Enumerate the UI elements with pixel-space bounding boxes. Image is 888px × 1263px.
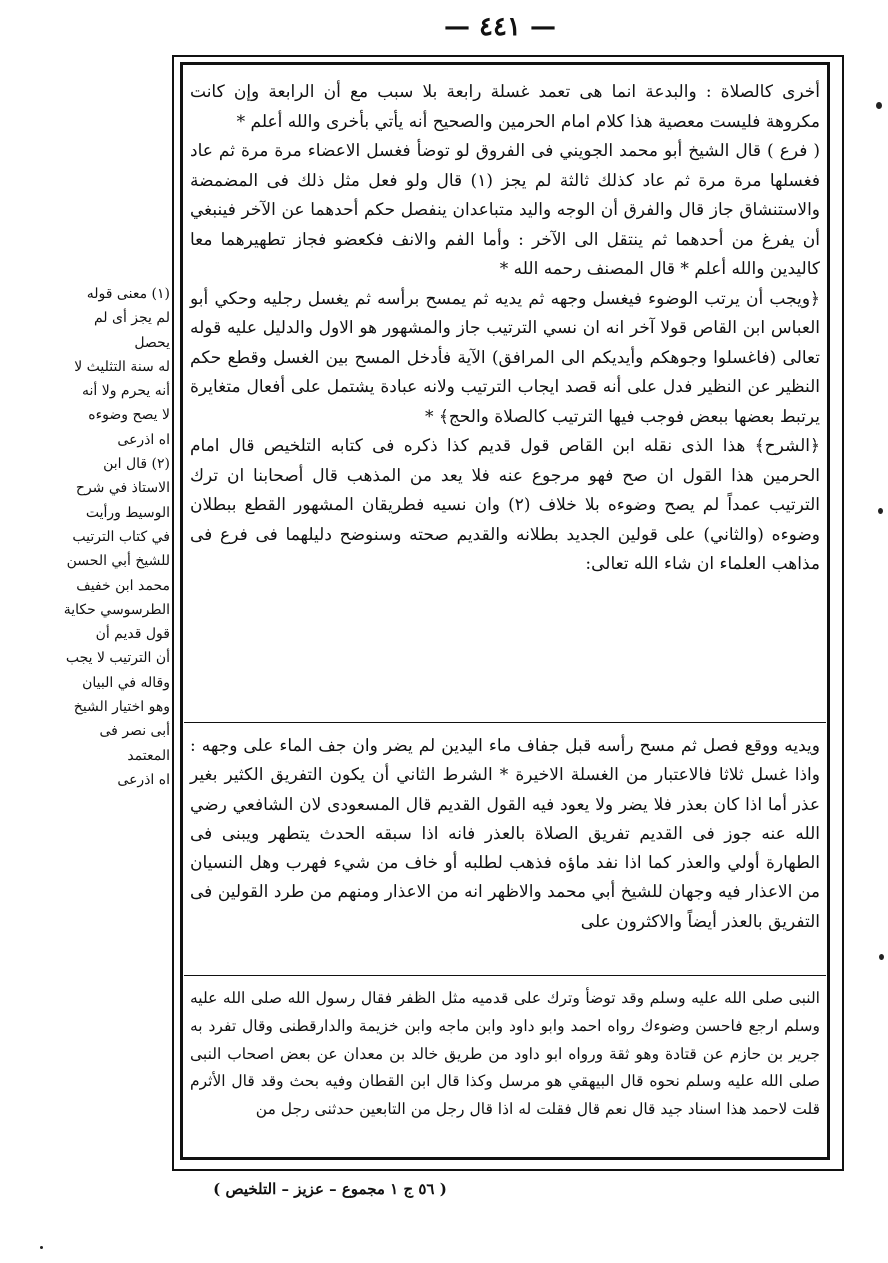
margin-note-line: للشيخ أبي الحسن <box>66 553 170 570</box>
margin-note-line: أن الترتيب لا يجب <box>65 650 170 667</box>
margin-note-line: قول قديم أن <box>95 626 170 643</box>
main-paragraph: أخرى كالصلاة : والبدعة انما هى تعمد غسلة رابعة بلا سبب مع أن الرابعة وإن كانت مكروهة فليست معصية هذا كلام امام الحرمين والصحيح أنه يأتي بأخرى والله أعلم * <box>190 82 820 132</box>
main-paragraph: ( فرع ) قال الشيخ أبو محمد الجويني فى الفروق لو توضأ فغسل الاعضاء مرة مرة ثم عاد فغسلها مرة مرة ثم عاد كذلك ثالثة لم يجز (١) قال ولو فعل مثل ذلك فى المضمضة والاستنشاق جاز قال والفرق أن الوجه واليد متباعدان ينفصل حكم أحدهما عن الآخر فينبغي أن يفرغ من أحدهما ثم ينتقل الى الآخر : وأما الفم والانف فكعضو فجاز تطهيرهما معا كاليدين والله أعلم * قال المصنف رحمه الله * <box>190 141 820 279</box>
margin-note-line: محمد ابن خفيف <box>76 577 170 594</box>
margin-note-line: لا يصح وضوءه <box>88 407 170 424</box>
section-divider <box>184 722 826 723</box>
margin-note-line: أنه يحرم ولا أنه <box>81 383 170 400</box>
main-text-block <box>190 78 820 580</box>
main-paragraph: ﴿ويجب أن يرتب الوضوء فيغسل وجهه ثم يديه ثم يمسح برأسه ثم يغسل رجليه وحكي أبو العباس ابن القاص قولا آخر انه ان نسي الترتيب جاز والمشهور هو الاول والدليل عليه قوله تعالى (فاغسلوا وجوهكم وأيديكم الى المرافق) الآية فأدخل المسح بين الغسل وقطع حكم النظير عن النظير فدل على أنه قصد ايجاب الترتيب ولانه عبادة يشتمل على أفعال متغايرة يرتبط بعضها ببعض فوجب فيها الترتيب كالصلاة والحج﴾ * <box>190 288 820 427</box>
bottom-paragraph: النبى صلى الله عليه وسلم وقد توضأ وترك على قدميه مثل الظفر فقال رسول الله صلى الله عليه وسلم ارجع فاحسن وضوءك رواه احمد وابو داود وابن ماجه وابن خزيمة والدارقطنى وقال تفرد به جرير بن حازم عن قتادة وهو ثقة ورواه ابو داود من طريق خالد بن معدان عن بعض اصحاب النبى صلى الله عليه وسلم نحوه قال البيهقي هو مرسل وكذا قال ابن القطان وفيه بحث وقد قال الأثرم قلت لاحمد هذا اسناد جيد قال نعم قال فقلت له اذا قال رجل من التابعين حدثنى رجل من <box>190 989 820 1119</box>
footer-signature: ( ٥٦ ج ١ مجموع – عزيز – التلخيص ) <box>213 1180 447 1198</box>
scan-speck <box>876 102 882 109</box>
page-number: — ٤٤١ — <box>443 12 557 42</box>
section-divider <box>184 975 826 976</box>
bottom-text-block <box>190 985 820 1124</box>
margin-note-line: لم يجز أى لم يحصل <box>93 310 170 351</box>
scan-speck <box>40 1246 43 1249</box>
scan-speck <box>879 954 884 960</box>
margin-note-line: (١) معنى قوله <box>86 286 170 302</box>
margin-note-line: وهو اختيار الشيخ <box>73 699 170 716</box>
margin-note-line: له سنة التثليث لا <box>74 358 170 375</box>
margin-note-line: أبى نصر فى المعتمد <box>99 723 170 764</box>
margin-note-line: الوسيط ورأيت <box>85 504 170 521</box>
margin-note-line: وقاله في البيان <box>82 674 170 691</box>
margin-note-line: الطرسوسي حكاية <box>63 601 170 618</box>
scan-speck <box>878 508 883 514</box>
margin-note-line: في كتاب الترتيب <box>72 528 170 545</box>
main-paragraph: ﴿الشرح﴾ هذا الذى نقله ابن القاص قول قديم كذا ذكره فى كتابه التلخيص قال امام الحرمين هذا القول ان صح فهو مرجوع عنه فلا يعد من المذهب قال أصحابنا ان ترك الترتيب عمداً لم يصح وضوءه بلا خلاف (٢) وان نسيه فطريقان المشهور القطع ببطلان وضوءه (والثاني) على قولين الجديد بطلانه والقديم صحته وسنوضح دليلهما فى فرع فى مذاهب العلماء ان شاء الله تعالى: <box>190 436 820 574</box>
margin-note-line: اه اذرعى <box>117 771 170 788</box>
margin-note-line: الاستاذ في شرح <box>75 480 170 497</box>
margin-notes <box>58 282 170 792</box>
middle-text-block <box>190 732 820 937</box>
margin-note-line: (٢) قال ابن <box>103 456 170 473</box>
middle-paragraph: ويديه ووقع فصل ثم مسح رأسه قبل جفاف ماء اليدين لم يضر وان جف الماء على وجهه : واذا غسل ثلاثا فالاعتبار من الغسلة الاخيرة * الشرط الثاني أن يكون التفريق الكثير بغير عذر أما اذا كان بعذر فلا يضر ولا يعود فيه القول القديم قال المسعودى لان الشافعي رضي الله عنه جوز فى القديم تفريق الصلاة بالعذر فانه اذا سبقه الحدث يتطهر ويبنى فى الطهارة أولي والعذر كما اذا نفد ماؤه فذهب لطلبه أو خاف من شيء فهرب وهل النسيان من الاعذار فيه وجهان للشيخ أبي محمد والاظهر انه من الاعذار ومنهم من طرد القولين فى التفريق بالعذر أيضاً والاكثرون على <box>190 736 820 932</box>
margin-note-line: اه اذرعى <box>117 431 170 448</box>
